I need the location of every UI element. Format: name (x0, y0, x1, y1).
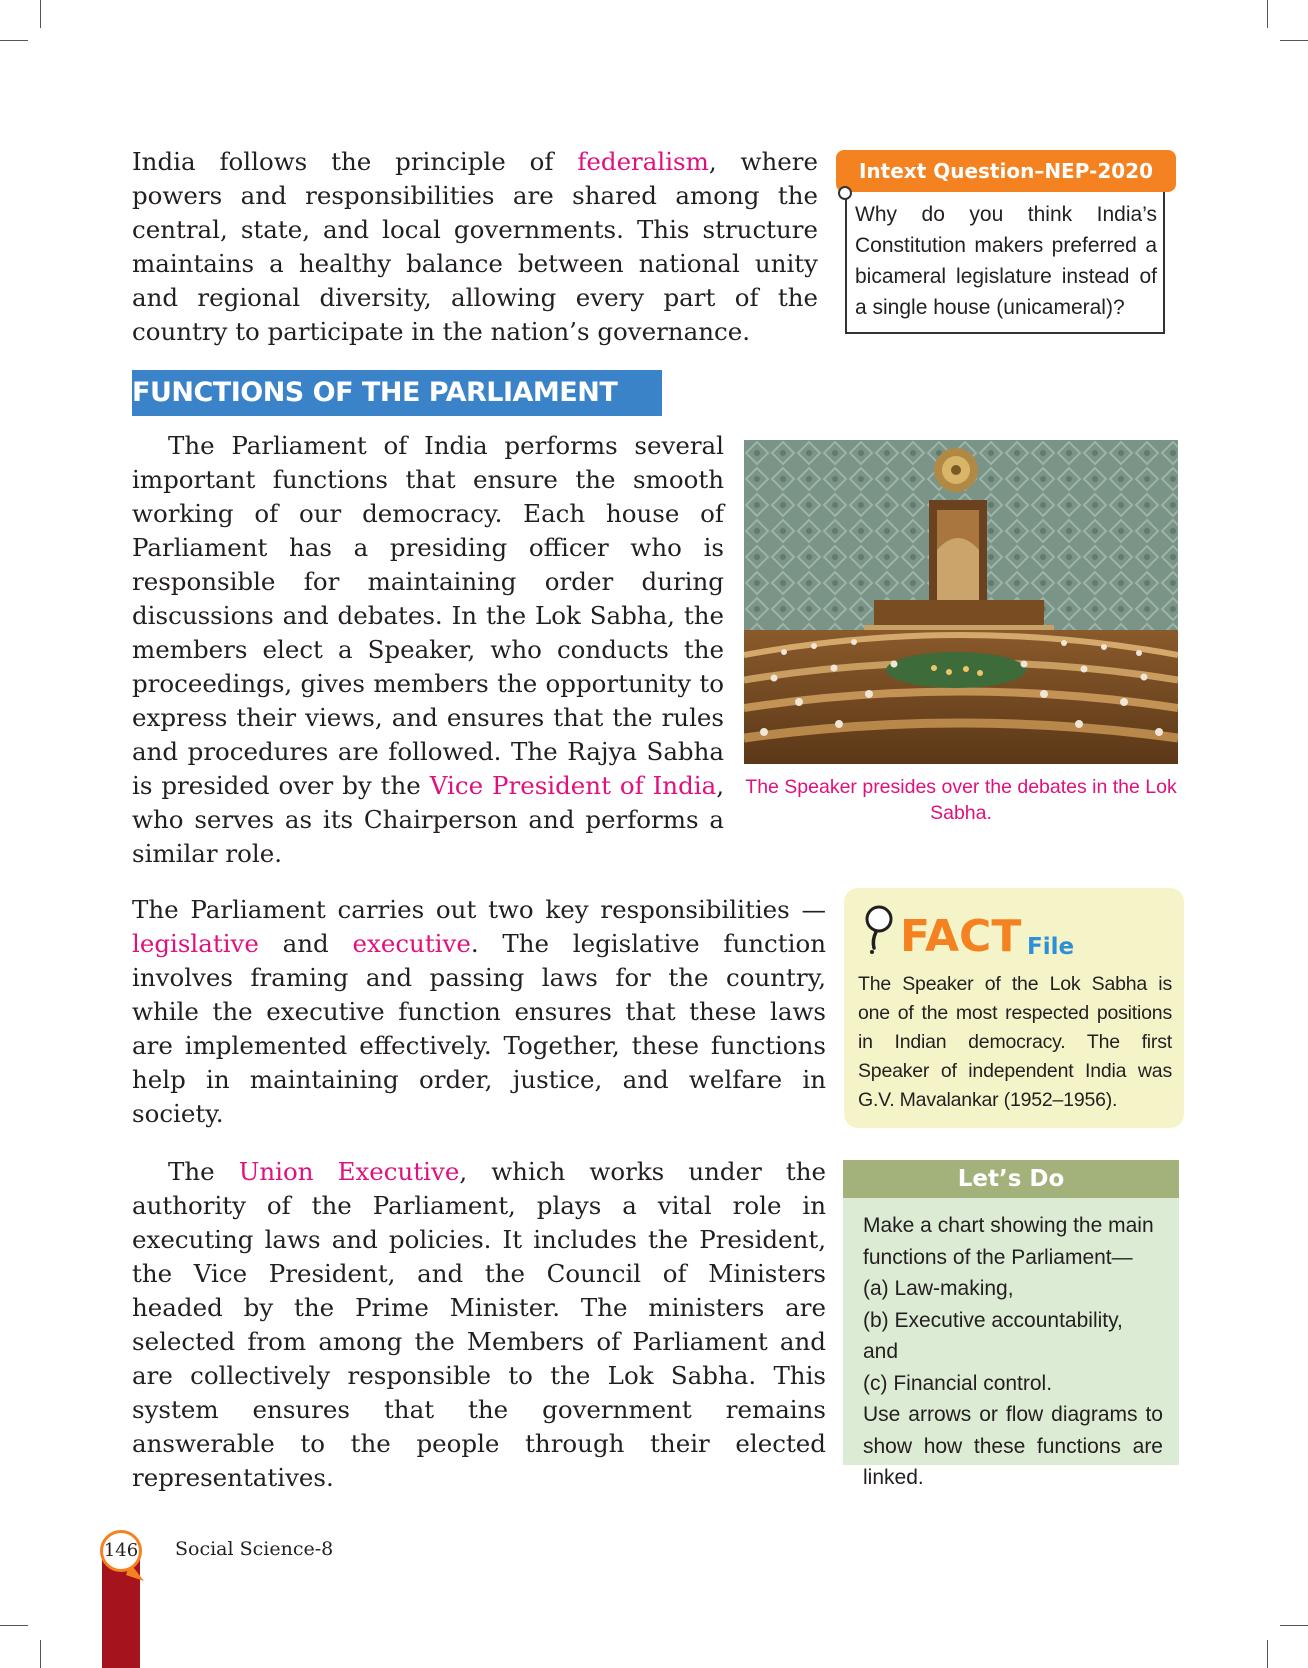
crop-mark (0, 40, 28, 41)
lok-sabha-photo (744, 440, 1178, 764)
magnifier-question-icon (862, 904, 896, 954)
lets-do-item: (a) Law-making, (863, 1277, 1014, 1300)
lets-do-intro: Make a chart showing the main functions of the Parliament— (863, 1214, 1154, 1269)
union-executive-paragraph (132, 1155, 826, 1495)
responsibilities-text: The Parliament carries out two key responsibilities — (132, 895, 826, 924)
fact-file-title: FACT (900, 911, 1022, 962)
crop-mark (40, 0, 41, 28)
lets-do-item: (b) Executive accountability, and (863, 1308, 1123, 1363)
fact-file-text: The Speaker of the Lok Sabha is one of the most respected positions in Indian democracy. The first Speaker of independent India was G.V. Mavalankar (1952–1956). (858, 973, 1172, 1111)
lets-do-closing: Use arrows or flow diagrams to show how these functions are linked. (863, 1403, 1163, 1489)
union-executive-term: Union Executive (238, 1157, 460, 1186)
crop-mark (1267, 0, 1268, 28)
section-heading: FUNCTIONS OF THE PARLIAMENT (132, 370, 662, 416)
crop-mark (1280, 40, 1308, 41)
functions-text: The Parliament of India performs several important functions that ensure the smooth working of our democracy. Each house of Parliament has a presiding officer who is responsible for maintaining order during discussions and debates. In the Lok Sabha, the members elect a Speaker, who conducts the proceedings, gives members the opportunity to express their views, and ensures that the rules and procedures are followed. The Rajya Sabha is presided over by the (132, 431, 724, 800)
crop-mark (1280, 1625, 1308, 1626)
photo-caption: The Speaker presides over the debates in the Lok Sabha. (745, 776, 1177, 824)
intro-text-cont: , where powers and responsibilities are shared among the central, state, and local governments. This structure maintains a healthy balance between national unity and regional diversity, allowing every part of the country to participate in the nation’s governance. (132, 147, 818, 346)
lets-do-title: Let’s Do (843, 1160, 1179, 1198)
pin-icon (838, 186, 852, 200)
intext-question-text: Why do you think India’s Constitution makers preferred a bicameral legislature instead of a single house (unicameral)? (855, 203, 1157, 319)
vice-president-term: Vice President of India (429, 771, 717, 800)
responsibilities-paragraph (132, 893, 826, 1131)
functions-paragraph (132, 429, 724, 871)
crop-mark (40, 1640, 41, 1668)
lets-do-text (863, 1210, 1163, 1494)
union-text-cont: , which works under the authority of the Parliament, plays a vital role in executing laws and policies. It includes the President, the Vice President, and the Council of Ministers headed by the Prime Minister. The ministers are selected from among the Members of Parliament and are collectively responsible to the Lok Sabha. This system ensures that the government remains answerable to the people through their elected representatives. (132, 1157, 826, 1492)
legislative-term: legislative (132, 929, 259, 958)
crop-mark (1267, 1640, 1268, 1668)
union-text: The (168, 1157, 239, 1186)
federalism-term: federalism (577, 147, 709, 176)
intro-text: India follows the principle of (132, 147, 578, 176)
functions-text-cont: , who serves as its Chairperson and performs a similar role. (132, 771, 725, 868)
intext-question-label: Intext Question–NEP-2020 (836, 150, 1176, 192)
fact-file-subtitle: File (1027, 934, 1075, 960)
responsibilities-text-cont: . The legislative function involves framing and passing laws for the country, while the executive function ensures that these laws are implemented effectively. Together, these functions help in maintaining order, justice, and welfare in society. (132, 929, 826, 1128)
executive-term: executive (352, 929, 471, 958)
crop-mark (0, 1625, 28, 1626)
responsibilities-text-and: and (258, 929, 353, 958)
page-number: 146 (100, 1530, 142, 1572)
book-title: Social Science-8 (175, 1538, 334, 1560)
lets-do-item: (c) Financial control. (863, 1371, 1053, 1395)
intro-paragraph (132, 145, 818, 349)
